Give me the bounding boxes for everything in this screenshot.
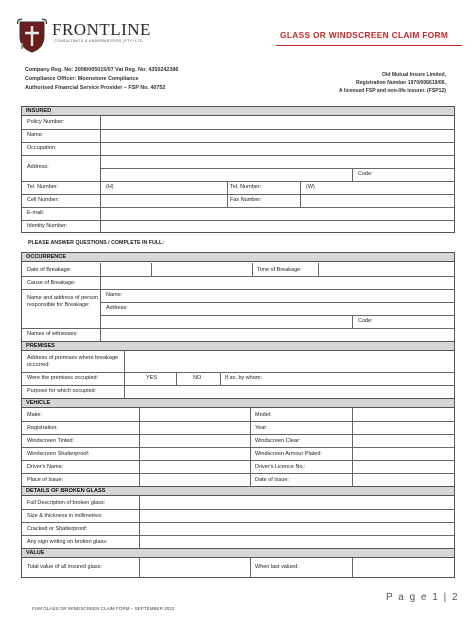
witnesses-field[interactable] [101,329,454,341]
driver-name-label: Driver's Name: [27,464,64,470]
occupation-field[interactable] [101,143,454,155]
total-value-field[interactable] [140,559,249,577]
underwriter-reg: Registration Number 1970/006619/06, [355,80,446,86]
windscreen-clear-label: Windscreen Clear: [255,438,301,444]
purpose-label: Purpose for which occupied: [27,388,97,394]
occupation-label: Occupation: [27,145,57,151]
logo-name: FRONTLINE [52,20,151,39]
responsible-address-label: Address: [106,305,128,311]
date-of-breakage-label: Date of Breakage: [27,267,72,273]
time-of-breakage-label: Time of Breakage: [257,267,302,273]
name-label: Name: [27,132,44,138]
person-responsible-label: Name and address of person responsible for Breakage: [27,295,98,308]
responsible-code-label: Code: [358,318,373,324]
email-label: E-mail: [27,210,45,216]
address-field[interactable] [101,156,454,181]
tel-work-label: (W) [306,184,315,190]
underwriter-name: Old Mutual Insure Limited, [382,72,446,78]
date-of-issue-label: Date of Issue: [255,477,289,483]
page-number: P a g e 1 | 2 [386,592,460,603]
broken-glass-heading: DETAILS OF BROKEN GLASS [21,486,455,496]
id-number-label: Identity Number: [27,223,68,229]
compliance-officer: Compliance Officer: Moonstone Compliance [25,76,139,82]
policy-number-label: Policy Number: [27,119,65,125]
code-label: Code: [358,171,373,177]
make-label: Make: [27,412,42,418]
tel-home-label: (H) [106,184,114,190]
time-of-breakage-field[interactable] [319,264,454,276]
place-of-issue-label: Place of Issue: [27,477,64,483]
tel-work-label-text: Tel. Number: [230,184,262,190]
sign-writing-label: Any sign writing on broken glass: [27,539,108,545]
windscreen-shatterproof-label: Windscreen Shatterproof: [27,451,90,457]
size-thickness-field[interactable] [140,510,454,522]
id-number-field[interactable] [101,221,454,233]
purpose-field[interactable] [125,386,454,398]
policy-number-field[interactable] [101,117,454,129]
vehicle-heading: VEHICLE [21,398,455,408]
logo-tagline: CONSULTANTS & UNDERWRITERS (PTY) LTD [54,39,143,43]
company-reg: Company Reg. No: 2008/005015/07 Vat Reg. No: 4350242386 [25,67,179,73]
cause-label: Cause of Breakage: [27,280,76,286]
underwriter-licence: A licensed FSP and non-life insurer. (FSP12) [339,88,446,94]
email-field[interactable] [101,208,454,220]
year-label: Year: [255,425,268,431]
windscreen-tinted-label: Windscreen Tinted: [27,438,75,444]
form-title: GLASS OR WINDSCREEN CLAIM FORM [280,30,449,40]
witnesses-label: Names of witnesses: [27,331,78,337]
date-of-breakage-field[interactable] [152,264,251,276]
address-label: Address: [27,164,49,170]
footer-note: FUM GLASS OR WINDSCREEN CLAIM FORM – SEPTEMBER 2022 [32,606,175,611]
fsp-number: Authorised Financial Service Provider – FSP No. 40752 [25,85,166,91]
cracked-field[interactable] [140,523,454,535]
windscreen-armour-label: Windscreen Armour Plated: [255,451,322,457]
driver-licence-label: Driver's Licence No.: [255,464,306,470]
full-description-field[interactable] [140,497,454,509]
premises-occupied-label: Were the premises occupied: [27,375,99,381]
logo-divider [21,43,23,49]
tel-label: Tel. Number: [27,184,59,190]
instruction-text: PLEASE ANSWER QUESTIONS / COMPLETE IN FULL: [28,240,165,246]
fax-label: Fax Number: [230,197,262,203]
last-valued-field[interactable] [353,559,454,577]
premises-address-field[interactable] [125,352,454,372]
title-rule [276,45,462,46]
responsible-name-label: Name: [106,292,123,298]
size-thickness-label: Size & thickness in millimetres: [27,513,103,519]
insured-heading: INSURED [21,106,455,116]
occupied-by-label: If so, by whom: [225,375,262,381]
occurrence-heading: OCCURRENCE [21,252,455,262]
cause-field[interactable] [101,277,454,289]
name-field[interactable] [101,130,454,142]
total-value-label: Total value of all insured glass: [27,564,102,570]
model-label: Model: [255,412,272,418]
premises-heading: PREMISES [21,341,455,351]
sign-writing-field[interactable] [140,536,454,548]
premises-address-label: Address of premises where breakage occurred: [27,355,119,368]
occupied-no-option[interactable]: NO [193,375,202,381]
occupied-yes-option[interactable]: YES [146,375,158,381]
cracked-label: Cracked or Shatterproof: [27,526,88,532]
cell-label: Cell Number: [27,197,60,203]
value-heading: VALUE [21,548,455,558]
registration-label: Registration: [27,425,58,431]
full-description-label: Full Description of broken glass: [27,500,106,506]
last-valued-label: When last valued: [255,564,299,570]
